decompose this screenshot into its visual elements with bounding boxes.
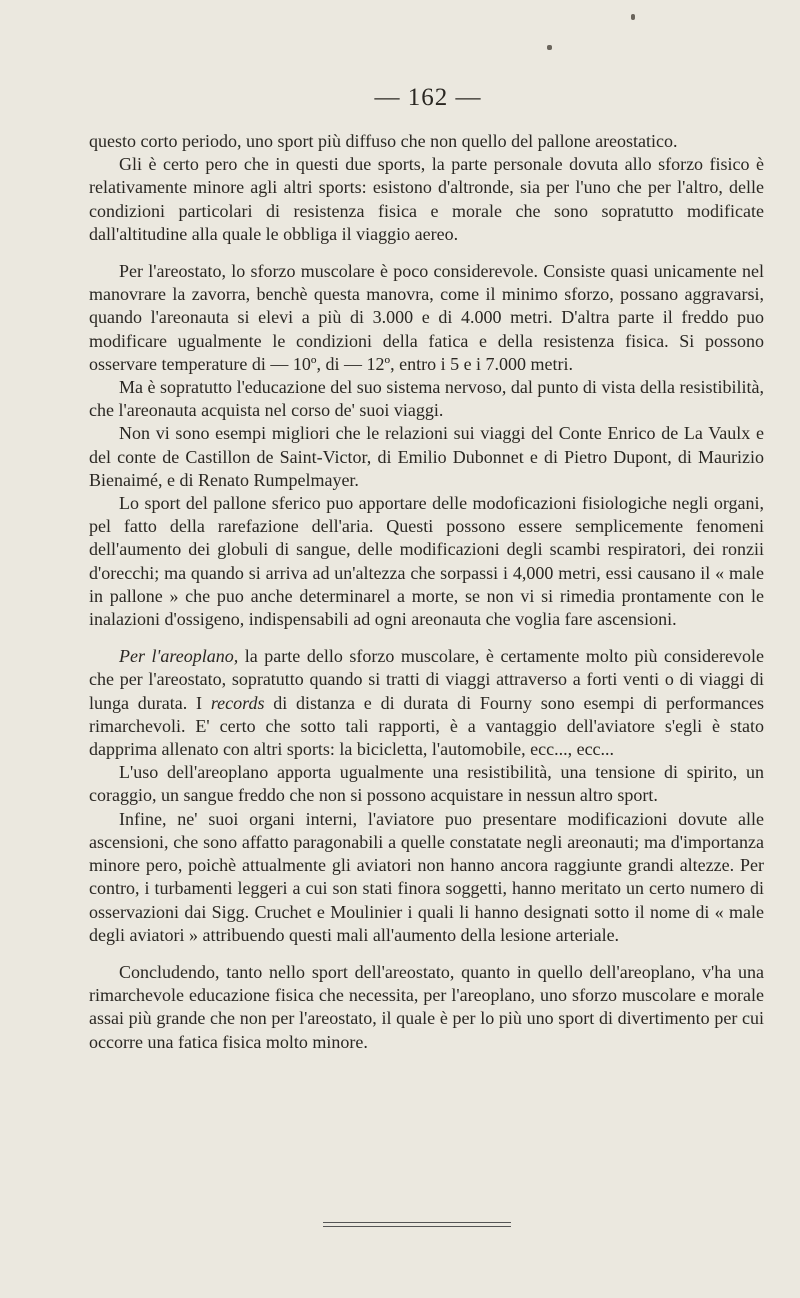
paragraph-text: di distanza e di durata di Fourny sono esempi di performances rimarchevoli. E' certo che sotto tali rapporti, è a vantaggio dell'aviatore s'egli è stato dapprima allenato con altri sports: la bicicletta, l'automobile, ecc..., ecc... — [89, 692, 764, 760]
end-rule — [323, 1226, 511, 1227]
paragraph: Concludendo, tanto nello sport dell'areostato, quanto in quello dell'areoplano, v'ha una rimarchevole educazione fisica che necessita, per l'areoplano, uno sforzo muscolare e morale assai più grande che non per l'areostato, il quale è per lo più uno sport di divertimento per cui occorre una fatica fisica molto minore. — [89, 961, 764, 1052]
italic-lead: Per l'areoplano, — [119, 646, 239, 667]
paragraph: Infine, ne' suoi organi interni, l'aviatore puo presentare modificazioni dovute alle ascensioni, che sono affatto paragonabili a quelle constatate negli areonauti; ma d'importanza minore pero, poichè attualmente gli aviatori non hanno ancora raggiunte grandi altezze. Per contro, i turbamenti leggeri a cui son stati finora soggetti, hanno meritato un certo numero di osservazioni dai Sigg. Cruchet e Moulinier i quali li hanno designati sotto il nome di « male degli aviatori » attribuendo questi mali all'aumento della lesione arteriale. — [89, 808, 764, 945]
paragraph: Non vi sono esempi migliori che le relazioni sui viaggi del Conte Enrico de La Vaulx e del conte de Castillon de Saint-Victor, di Emilio Dubonnet e di Pietro Dupont, di Maurizio Bienaimé, e di Renato Rumpelmayer. — [89, 423, 764, 490]
ink-speck — [547, 45, 552, 50]
paragraph: Gli è certo pero che in questi due sports, la parte personale dovuta allo sforzo fisico è relativamente minore agli altri sports: esistono d'altronde, sia per l'uno che per l'altro, delle condizioni particolari di resistenza fisica e morale che sono sopratutto modificate dall'altitudine alla quale le obbliga il viaggio aereo. — [89, 154, 764, 244]
page-number: — 162 — — [374, 84, 482, 111]
paragraph: questo corto periodo, uno sport più diffuso che non quello del pallone areostatico. — [89, 131, 678, 151]
paragraph-text: la parte dello sforzo muscolare, è certamente molto più considerevole che per l'areostato, sopratutto quando si tratti di viaggi attraverso a forti venti o di viaggi di lunga durata. I — [89, 646, 764, 713]
paragraph: Ma è sopratutto l'educazione del suo sistema nervoso, dal punto di vista della resistibilità, che l'areonauta acquista nel corso de' suoi viaggi. — [89, 377, 764, 421]
paragraph: Per l'areostato, lo sforzo muscolare è poco considerevole. Consiste quasi unicamente nel manovrare la zavorra, benchè questa manovra, come il minimo sforzo, possano aggravarsi, quando l'areonauta si elevi a più di 3.000 e di 4.000 metri. D'altra parte il freddo puo modificare ugualmente le condizioni della fatica e della resistenza fisica. Si possono osservare temperature di — 10º, di — 12º, entro i 5 e i 7.000 metri. — [89, 261, 764, 374]
paragraph: Lo sport del pallone sferico puo apportare delle modoficazioni fisiologiche negli organi, pel fatto della rarefazione dell'aria. Questi possono essere semplicemente fenomeni dell'aumento dei globuli di sangue, delle modificazioni degli scambi respiratori, dei ronzii d'orecchi; ma quando si arriva ad un'altezza che sorpassi i 4,000 metri, essi causano il « male in pallone » che puo anche determinarel a morte, se non vi si rimedia prontamente con le inalazioni d'ossigeno, indispensabili ad ogni areonauta che voglia fare ascensioni. — [89, 493, 764, 630]
paragraph — [89, 645, 764, 761]
italic-word: records — [210, 692, 265, 713]
body-text — [89, 130, 764, 1054]
paragraph: L'uso dell'areoplano apporta ugualmente una resistibilità, una tensione di spirito, un coraggio, un sangue freddo che non si possono acquistare in nessun altro sport. — [89, 762, 764, 806]
end-rule — [323, 1222, 511, 1223]
ink-speck — [631, 14, 635, 20]
